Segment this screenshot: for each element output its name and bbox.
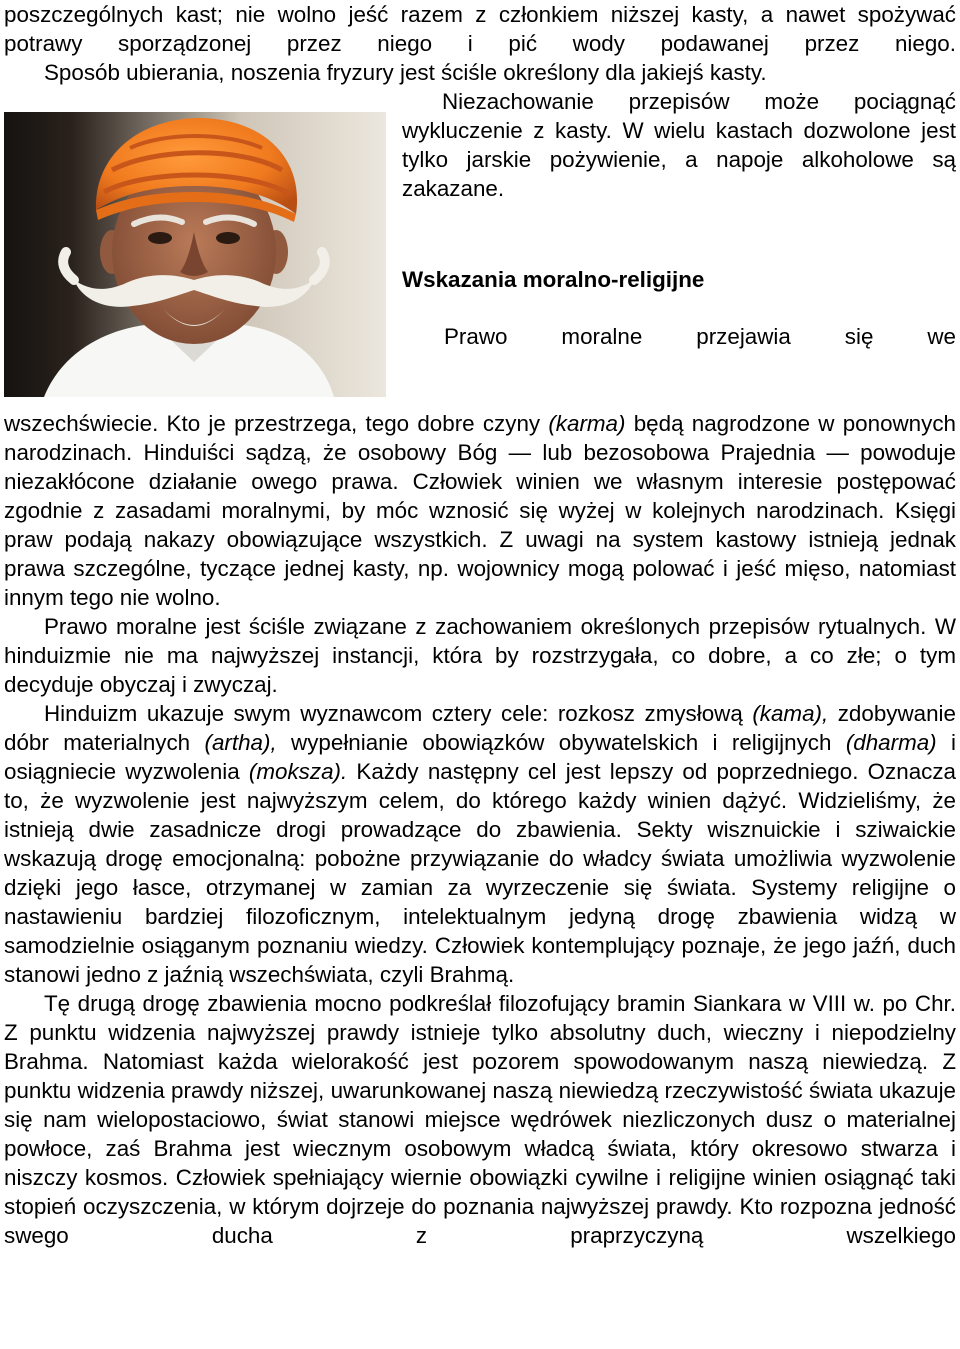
portrait-photo-turbaned-man-icon	[4, 112, 386, 397]
section-heading: Wskazania moralno-religijne	[402, 267, 705, 292]
body-paragraph-2: Prawo moralne jest ściśle związane z zachowaniem określonych przepisów rytualnych. W hinduizmie nie ma najwyższej instancji, która by rozstrzygała, co dobre, a co złe; o tym decyduje obyczaj i zwyczaj.	[4, 614, 956, 697]
side-paragraph: Niezachowanie przepisów może pociągnąć wykluczenie z kasty. W wielu kastach dozwolone jest tylko jarskie pożywienie, a napoje alkoholowe są zakazane.	[402, 89, 956, 201]
body-paragraph-3-text-e: Każdy następny cel jest lepszy od poprzedniego. Oznacza to, że wyzwolenie jest najwyższym celem, do którego każdy winien dążyć. Widzieliśmy, że istnieją dwie zasadnicze drogi prowadzące do zbawienia. Sekty wisznuickie i sziwaickie wskazują drogę emocjonalną: pobożne przywiązanie do władcy świata umożliwia wyzwolenie dzięki jego łasce, otrzymanej w zamian za wyrzeczenie się świata. Systemy religijne o nastawieniu bardziej filozoficznym, intelektualnym jedyną drogę zbawienia widzą w samodzielnie osiąganym poznaniu wiedzy. Człowiek kontemplujący poznaje, że jego jaźń, duch stanowi jedno z jaźnią wszechświata, czyli Brahmą.	[4, 759, 956, 987]
term-artha: (artha),	[204, 730, 277, 755]
intro-paragraph-line1: poszczególnych kast; nie wolno jeść razem z członkiem niższej kasty, a nawet spożywać potrawy sporządzonej przez niego i pić wody podawanej przez niego.	[4, 2, 956, 56]
body-paragraph-3-text-b: zdobywanie dóbr materialnych	[4, 701, 956, 755]
body-paragraph-1-start: Prawo moralne przejawia się we	[444, 324, 956, 349]
body-paragraph-3-text-d: i osiągniecie wyzwolenia	[4, 730, 957, 784]
body-paragraph-3-text-a: Hinduizm ukazuje swym wyznawcom cztery cele: rozkosz zmysłową	[44, 701, 753, 726]
body-paragraph-1-text-a: wszechświecie. Kto je przestrzega, tego dobre czyny	[4, 411, 549, 436]
portrait-photo	[4, 112, 386, 397]
document-page	[4, 0, 956, 1250]
term-kama: (kama),	[752, 701, 829, 726]
body-paragraph-4: Tę drugą drogę zbawienia mocno podkreślał filozofujący bramin Siankara w VIII w. po Chr. Z punktu widzenia najwyższej prawdy istnieje tylko absolutny duch, wieczny i niepodzielny Brahma. Natomiast każda wielorakość jest pozorem spowodowanym naszą niewiedzą. Z punktu widzenia prawdy niższej, uwarunkowanej naszą niewiedzą rzeczywistość świata ukazuje się nam wielopostaciowo, świat stanowi miejsce wędrówek niezliczonych dusz o materialnej powłoce, zaś Brahma jest wiecznym osobowym władcą świata, który okresowo stwarza i niszczy kosmos. Człowiek spełniający wiernie obowiązki cywilne i religijne winien osiągnąć taki stopień oczyszczenia, w którym dojrzeje do poznania najwyższej prawdy. Kto rozpozna jedność swego ducha z praprzyczyną wszelkiego	[4, 991, 956, 1248]
body-paragraph-1-text-b: będą nagrodzone w ponownych narodzinach. Hinduiści sądzą, że osobowy Bóg — lub bezosobowa Prajednia — powoduje niezakłócone działanie owego prawa. Człowiek winien we własnym interesie postępować zgodnie z zasadami moralnymi, by móc wznosić się wyżej w kolejnych narodzinach. Księgi praw podają nakazy obowiązujące wszystkich. Z uwagi na system kastowy istnieją jednak prawa szczególne, tyczące jednej kasty, np. wojownicy mogą polować i jeść mięso, natomiast innym tego nie wolno.	[4, 411, 956, 610]
term-moksza: (moksza).	[248, 759, 348, 784]
body-paragraph-3-text-c: wypełnianie obowiązków obywatelskich i religijnych	[276, 730, 846, 755]
term-karma: (karma)	[548, 411, 626, 436]
term-dharma: (dharma)	[845, 730, 937, 755]
intro-paragraph-line2: Sposób ubierania, noszenia fryzury jest ściśle określony dla jakiejś kasty.	[44, 60, 767, 85]
body-paragraph-3	[4, 699, 956, 989]
body-paragraph-1	[4, 409, 956, 612]
